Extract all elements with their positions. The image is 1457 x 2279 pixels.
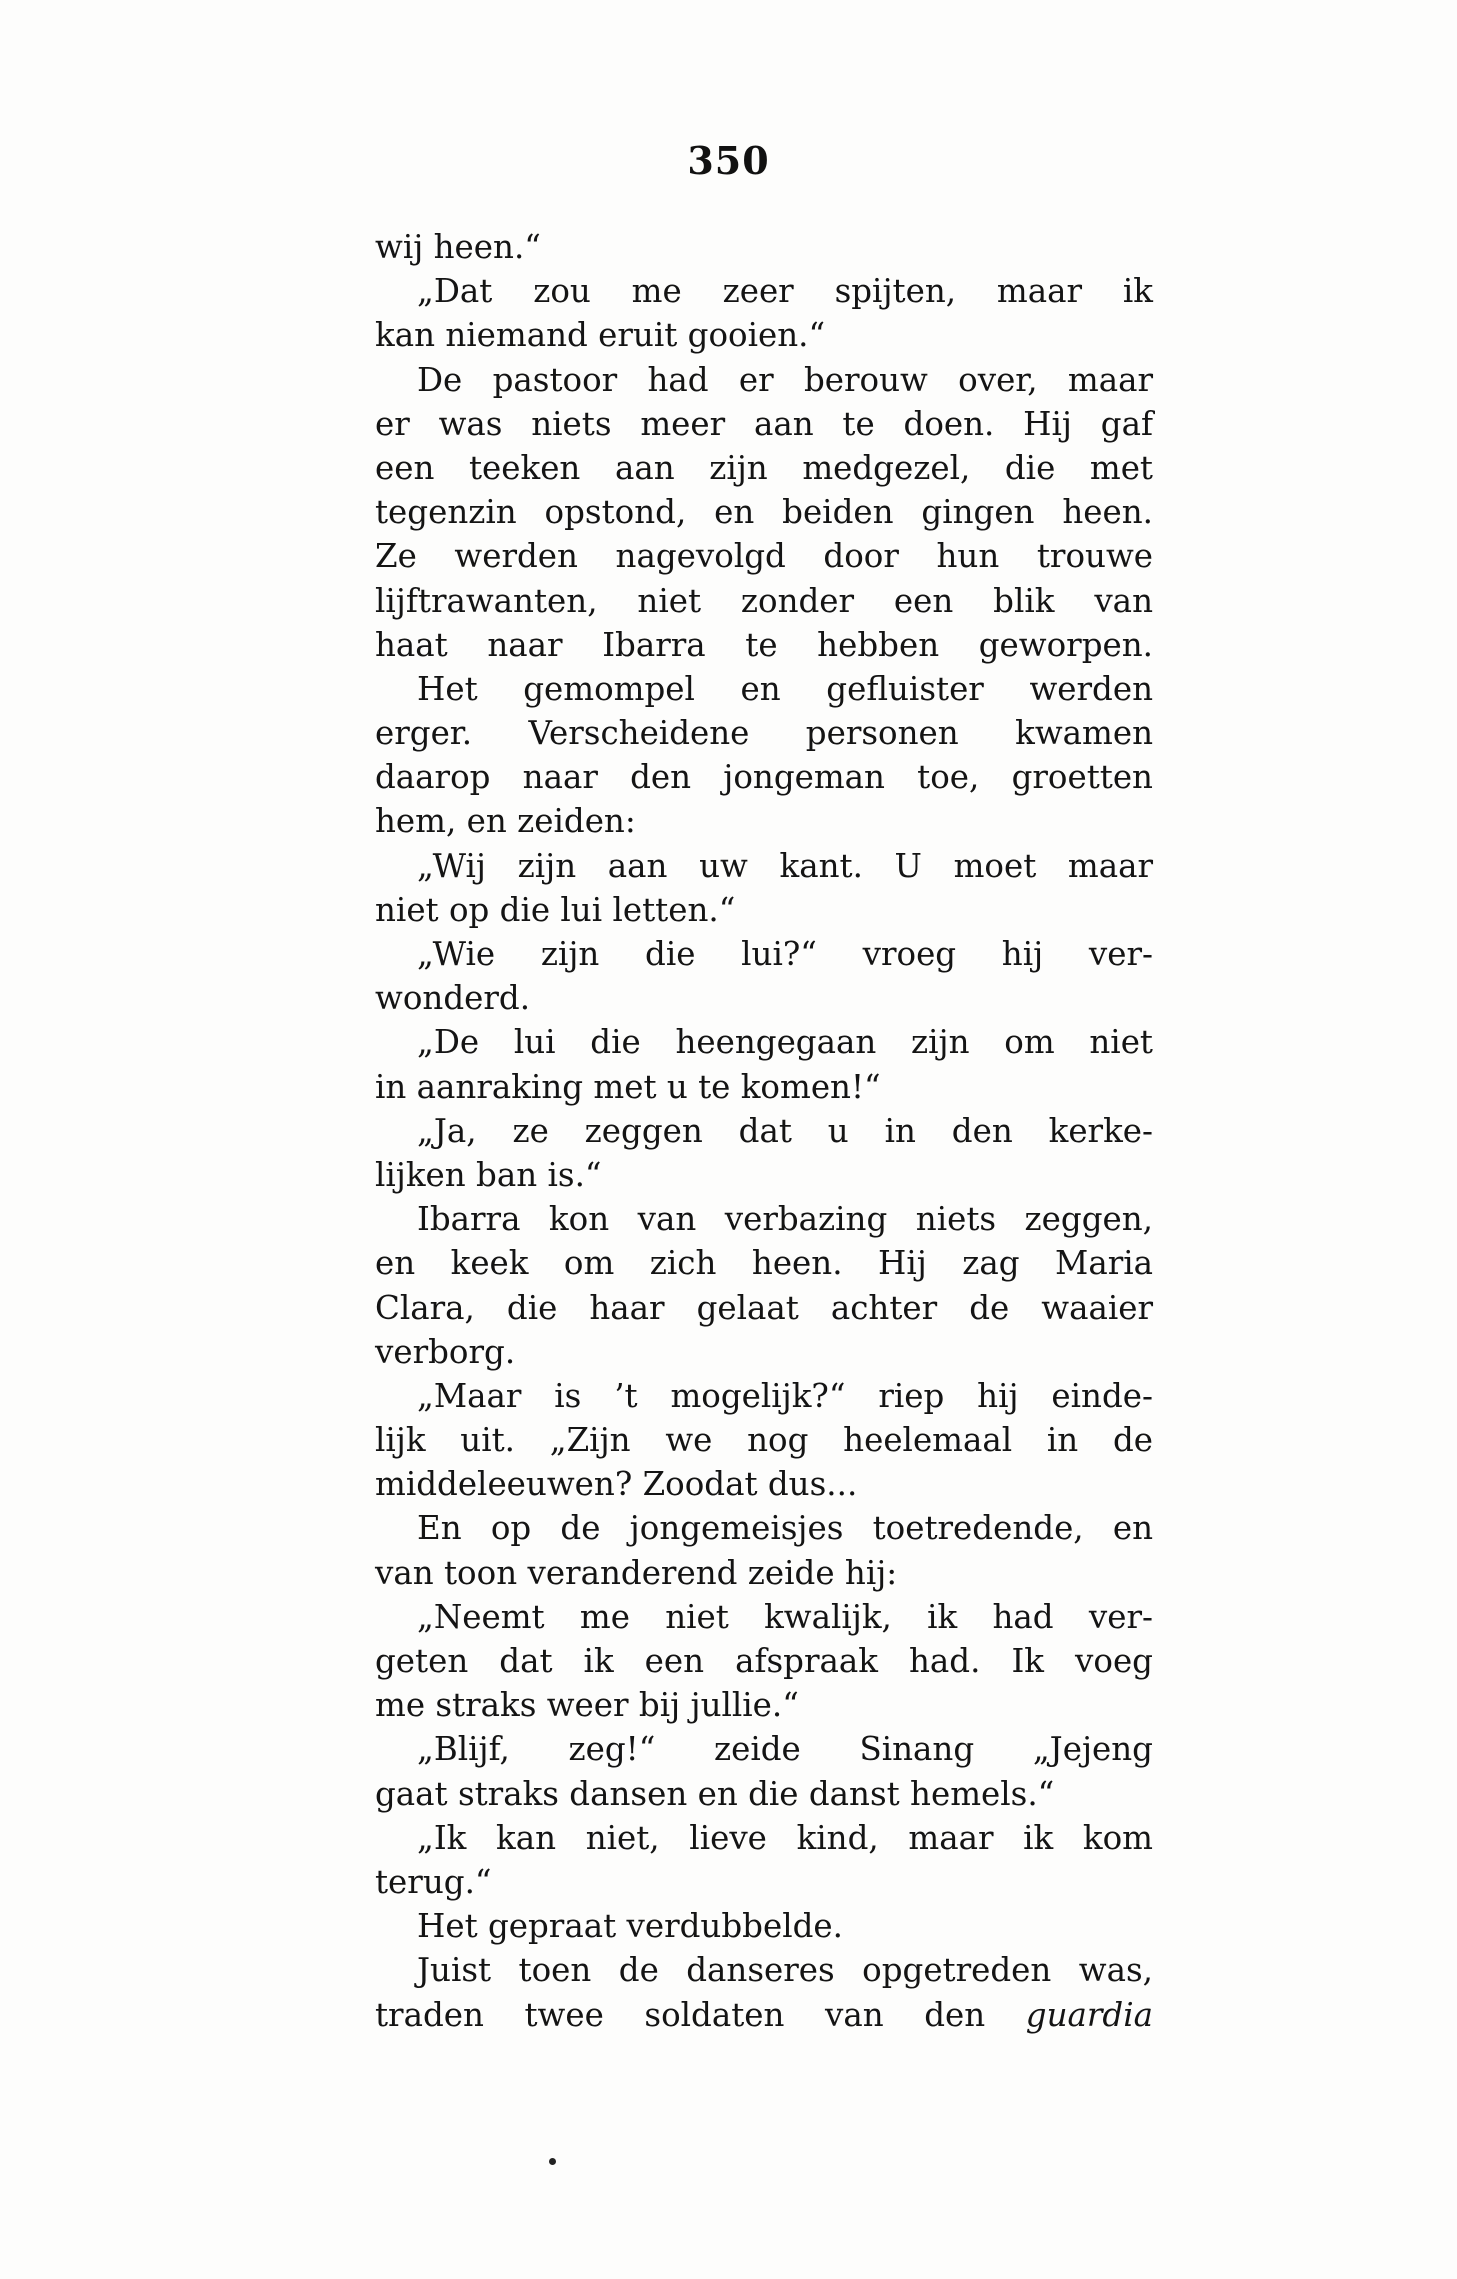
ink-dot xyxy=(549,2158,556,2165)
text-line xyxy=(375,844,1153,888)
text-line-content: „Wie zijn die lui?“ vroeg hij ver- xyxy=(417,935,1153,973)
text-line xyxy=(375,1595,1153,1639)
text-line xyxy=(375,1109,1153,1153)
text-line xyxy=(375,1993,1153,2037)
text-line-content: De pastoor had er berouw over, maar xyxy=(417,360,1153,399)
text-line xyxy=(375,976,1153,1020)
text-line xyxy=(375,667,1153,711)
text-line xyxy=(375,1860,1153,1904)
text-line-content: lijken ban is.“ xyxy=(375,1155,602,1194)
text-line xyxy=(375,534,1153,578)
text-line-content: hem, en zeiden: xyxy=(375,802,636,841)
text-line-content: van toon veranderend zeide hij: xyxy=(375,1553,898,1592)
text-line-content: wonderd. xyxy=(375,979,531,1018)
text-line-content: gaat straks dansen en die danst hemels.“ xyxy=(375,1774,1055,1813)
text-line-content: erger. Verscheidene personen kwamen xyxy=(375,714,1153,753)
text-line-content: haat naar Ibarra te hebben geworpen. xyxy=(375,625,1153,664)
text-line-content: daarop naar den jongeman toe, groetten xyxy=(375,758,1153,797)
text-line-content: in aanraking met u te komen!“ xyxy=(375,1067,881,1106)
text-line xyxy=(375,1020,1153,1064)
text-line xyxy=(375,1506,1153,1550)
text-line-content: Het gepraat verdubbelde. xyxy=(417,1907,843,1946)
text-line-content: „Neemt me niet kwalijk, ik had ver- xyxy=(417,1597,1153,1636)
text-line xyxy=(375,579,1153,623)
text-line-content: traden twee soldaten van den xyxy=(375,1995,986,2034)
page-number: 350 xyxy=(687,138,770,183)
text-line-content: kan niemand eruit gooien.“ xyxy=(375,316,826,355)
text-line-content: „Ja, ze zeggen dat u in den kerke- xyxy=(417,1111,1153,1150)
text-line-content: me straks weer bij jullie.“ xyxy=(375,1686,799,1725)
text-line-content: „Wij zijn aan uw kant. U moet maar xyxy=(417,846,1153,885)
text-line xyxy=(375,358,1153,402)
text-line xyxy=(375,1462,1153,1506)
text-line xyxy=(375,1197,1153,1241)
text-line xyxy=(375,755,1153,799)
text-line xyxy=(375,313,1153,357)
text-line xyxy=(375,711,1153,755)
text-line xyxy=(375,1948,1153,1992)
text-line xyxy=(375,1727,1153,1771)
text-line xyxy=(375,623,1153,667)
text-line xyxy=(375,888,1153,932)
text-line xyxy=(375,1153,1153,1197)
text-line xyxy=(375,1551,1153,1595)
text-line-content: wij heen.“ xyxy=(375,228,541,266)
text-line-content: en keek om zich heen. Hij zag Maria xyxy=(375,1244,1153,1283)
text-line xyxy=(375,1330,1153,1374)
text-line xyxy=(375,1065,1153,1109)
text-line-content: Ibarra kon van verbazing niets zeggen, xyxy=(417,1200,1153,1239)
text-line xyxy=(375,1286,1153,1330)
text-line-content: „De lui die heengegaan zijn om niet xyxy=(417,1023,1153,1062)
text-line-content: lijk uit. „Zijn we nog heelemaal in de xyxy=(375,1421,1153,1460)
text-line-content: er was niets meer aan te doen. Hij gaf xyxy=(375,404,1153,443)
text-line xyxy=(375,490,1153,534)
text-line-content: middeleeuwen? Zoodat dus... xyxy=(375,1465,858,1504)
text-line-content: Clara, die haar gelaat achter de waaier xyxy=(375,1288,1153,1327)
text-line xyxy=(375,1683,1153,1727)
text-line xyxy=(375,1772,1153,1816)
text-line xyxy=(375,269,1153,313)
text-line-content: een teeken aan zijn medgezel, die met xyxy=(375,448,1153,487)
text-line-content: „Ik kan niet, lieve kind, maar ik kom xyxy=(417,1818,1153,1857)
text-line xyxy=(375,402,1153,446)
text-line-content: terug.“ xyxy=(375,1862,492,1901)
text-line-content: geten dat ik een afspraak had. Ik voeg xyxy=(375,1642,1153,1680)
text-line xyxy=(375,1241,1153,1285)
text-line xyxy=(375,1418,1153,1462)
text-line-content: Ze werden nagevolgd door hun trouwe xyxy=(375,537,1153,576)
text-line-content: lijftrawanten, niet zonder een blik van xyxy=(375,581,1153,620)
text-line-content: „Blijf, zeg!“ zeide Sinang „Jejeng xyxy=(417,1730,1153,1769)
text-line-content: „Dat zou me zeer spijten, maar ik xyxy=(417,272,1153,311)
text-line-content: Het gemompel en gefluister werden xyxy=(417,669,1153,708)
text-line xyxy=(375,799,1153,843)
text-line xyxy=(375,1374,1153,1418)
italic-word: guardia xyxy=(1025,1995,1153,2034)
text-line-content: tegenzin opstond, en beiden gingen heen. xyxy=(375,493,1153,532)
text-line xyxy=(375,1639,1153,1683)
text-line-content: Juist toen de danseres opgetreden was, xyxy=(417,1951,1153,1990)
text-line xyxy=(375,1904,1153,1948)
body-text xyxy=(375,225,1153,2037)
text-line-content: „Maar is ’t mogelijk?“ riep hij einde- xyxy=(417,1376,1153,1415)
text-line xyxy=(375,932,1153,976)
text-line xyxy=(375,446,1153,490)
text-line-content: verborg. xyxy=(375,1332,516,1371)
text-line xyxy=(375,225,1153,269)
text-line-content: niet op die lui letten.“ xyxy=(375,890,736,929)
text-line-content: En op de jongemeisjes toetredende, en xyxy=(417,1509,1153,1548)
text-line xyxy=(375,1816,1153,1860)
